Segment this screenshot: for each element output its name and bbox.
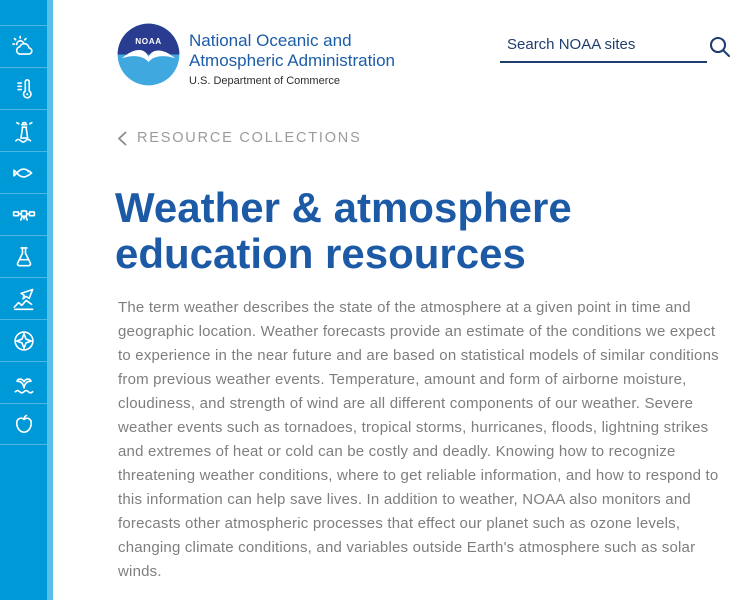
page-title-line2: education resources bbox=[115, 230, 526, 277]
sidebar-item-weather[interactable] bbox=[0, 25, 47, 67]
satellite-icon bbox=[11, 202, 37, 228]
sidebar-item-charting[interactable] bbox=[0, 277, 47, 319]
sidebar-item-navigation[interactable] bbox=[0, 319, 47, 361]
chevron-left-icon bbox=[117, 131, 127, 146]
thermometer-icon bbox=[11, 76, 37, 102]
apple-icon bbox=[11, 411, 37, 437]
intro-paragraph: The term weather describes the state of the atmosphere at a given point in time and geographic location. Weather forecasts provide an estimate of the conditions we expect to experience in the near future and are based on statistical models of similar conditions from previous weather events. Temperature, amount and form of airborne moisture, cloudiness, and strength of wind are all different components of our weather. Severe weather events such as tornadoes, tropical storms, hurricanes, floods, lightning strikes and extremes of heat or cold can be costly and deadly. Knowing how to recognize threatening weather conditions, where to get reliable information, and how to respond to this information can help save lives. In addition to weather, NOAA also monitors and forecasts other atmospheric processes that effect our planet such as ozone levels, changing climate conditions, and variables outside Earth's atmosphere such as solar winds. bbox=[118, 299, 719, 580]
sidebar-nav bbox=[0, 25, 47, 445]
sidebar-item-marine-life[interactable] bbox=[0, 361, 47, 403]
compass-icon bbox=[11, 328, 37, 354]
whale-tail-icon bbox=[11, 370, 37, 396]
sidebar-item-temperature[interactable] bbox=[0, 67, 47, 109]
agency-name-line2: Atmospheric Administration bbox=[189, 51, 395, 70]
page-title bbox=[115, 185, 572, 277]
page-title-line1: Weather & atmosphere bbox=[115, 184, 572, 231]
sidebar-item-fisheries[interactable] bbox=[0, 151, 47, 193]
search-icon bbox=[707, 34, 733, 60]
sidebar-item-research[interactable] bbox=[0, 235, 47, 277]
sidebar bbox=[0, 0, 53, 600]
sidebar-scroll-track[interactable] bbox=[47, 0, 53, 600]
sun-cloud-icon bbox=[11, 34, 37, 60]
fish-icon bbox=[11, 160, 37, 186]
search-bar bbox=[500, 31, 733, 67]
noaa-logo-text: NOAA bbox=[135, 36, 162, 46]
agency-title-block bbox=[189, 31, 395, 87]
airplane-terrain-icon bbox=[11, 286, 37, 312]
breadcrumb-label: RESOURCE COLLECTIONS bbox=[137, 130, 362, 146]
sidebar-item-satellites[interactable] bbox=[0, 193, 47, 235]
breadcrumb-resource-collections[interactable] bbox=[117, 130, 362, 146]
search-input[interactable] bbox=[500, 31, 707, 63]
search-button[interactable] bbox=[707, 34, 733, 60]
agency-name-line1: National Oceanic and bbox=[189, 31, 352, 50]
flask-icon bbox=[11, 244, 37, 270]
sidebar-item-education[interactable] bbox=[0, 403, 47, 445]
agency-department: U.S. Department of Commerce bbox=[189, 75, 340, 87]
noaa-logo[interactable] bbox=[117, 23, 180, 86]
lighthouse-icon bbox=[11, 118, 37, 144]
sidebar-item-coasts[interactable] bbox=[0, 109, 47, 151]
